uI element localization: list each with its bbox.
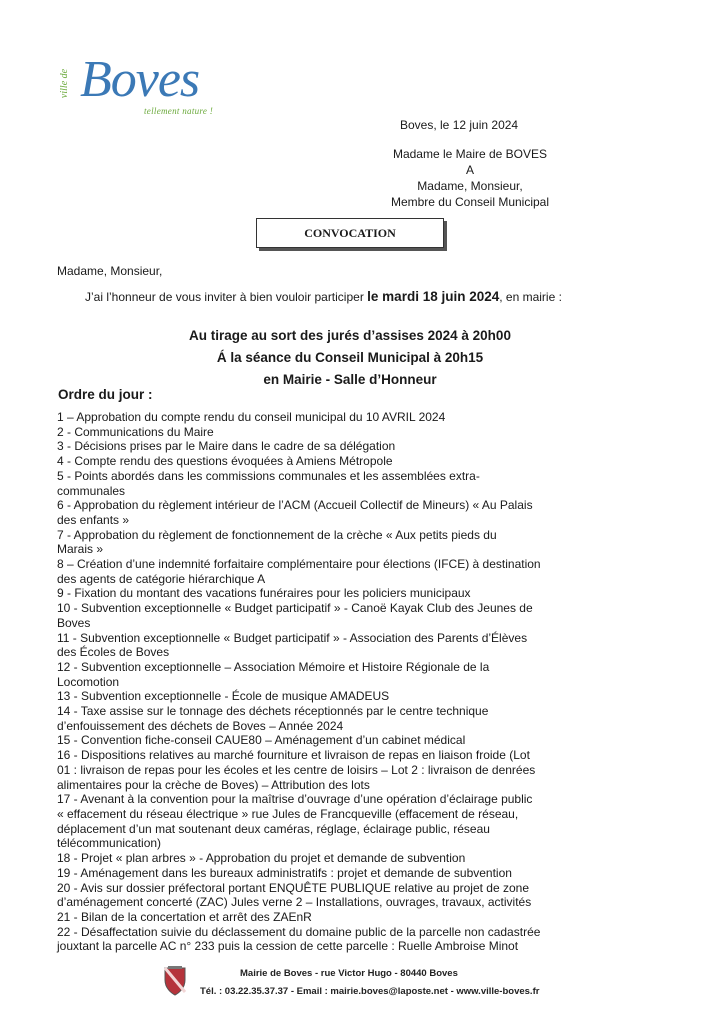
invitation-suffix: , en mairie :: [499, 290, 562, 304]
agenda-line: 12 - Subvention exceptionnelle – Association Mémoire et Histoire Régionale de la: [57, 659, 490, 674]
agenda-line: 14 - Taxe assise sur le tonnage des déchets réceptionnés par le centre technique: [57, 704, 489, 719]
agenda-line: 7 - Approbation du règlement de fonctionnement de la crèche « Aux petits pieds du: [57, 527, 497, 542]
agenda-line: 18 - Projet « plan arbres » - Approbation du projet et demande de subvention: [57, 851, 466, 866]
convocation-label: CONVOCATION: [304, 225, 396, 240]
agenda-line: Locomotion: [57, 674, 120, 689]
agenda-line: d’enfouissement des déchets de Boves – Année 2024: [57, 718, 344, 733]
agenda-line: 8 – Création d’une indemnité forfaitaire complémentaire pour élections (IFCE) à destination: [57, 557, 541, 572]
agenda-line: 22 - Désaffectation suivie du déclassement du domaine public de la parcelle non cadastrée: [57, 924, 541, 939]
agenda-line: d’aménagement concerté (ZAC) Jules verne 2 – Installations, ouvrages, travaux, activités: [57, 895, 532, 910]
agenda-line: « effacement du réseau électrique » rue Jules de Francqueville (effacement de réseau,: [57, 806, 519, 821]
salutation: Madame, Monsieur,: [57, 264, 163, 278]
agenda-line: télécommunication): [57, 836, 162, 851]
agenda-line: 16 - Dispositions relatives au marché fourniture et livraison de repas en liaison froide (Lot: [57, 748, 530, 763]
session-title: Au tirage au sort des jurés d’assises 2024 à 20h00: [189, 328, 511, 343]
agenda-line: 19 - Aménagement dans les bureaux administratifs : projet et demande de subvention: [57, 865, 512, 880]
agenda-line: Boves: [57, 615, 91, 630]
invitation-prefix: J’ai l’honneur de vous inviter à bien vouloir participer: [85, 290, 364, 304]
agenda-line: alimentaires pour la crèche de Boves) – Attribution des lots: [57, 777, 370, 792]
agenda-line: 11 - Subvention exceptionnelle « Budget participatif » - Association des Parents d’Élèves: [57, 630, 528, 645]
recipient-line: Membre du Conseil Municipal: [390, 195, 550, 209]
agenda-line: des agents de catégorie hiérarchique A: [57, 571, 266, 586]
session-title: en Mairie - Salle d’Honneur: [263, 372, 437, 387]
meeting-date: le mardi 18 juin 2024: [367, 289, 500, 304]
agenda-line: communales: [57, 483, 126, 498]
agenda-line: 17 - Avenant à la convention pour la maîtrise d’ouvrage d’une opération d’éclairage public: [57, 792, 533, 807]
agenda-line: 15 - Convention fiche-conseil CAUE80 – Aménagement d’un cabinet médical: [57, 733, 466, 748]
logo-brand-text: Boves: [80, 51, 200, 108]
session-titles: [100, 325, 600, 391]
agenda-line: 1 – Approbation du compte rendu du conseil municipal du 10 AVRIL 2024: [57, 410, 446, 424]
agenda-line: jouxtant la parcelle AC n° 233 puis la cession de cette parcelle : Ruelle Ambroise Minot: [57, 939, 519, 954]
agenda-line: 10 - Subvention exceptionnelle « Budget participatif » - Canoë Kayak Club des Jeunes de: [57, 601, 533, 616]
boves-crest-icon: [163, 966, 187, 996]
logo-ville-text: ville de: [59, 68, 71, 99]
recipient-line: Madame, Monsieur,: [417, 179, 523, 193]
footer: [200, 965, 600, 1001]
agenda-line: 21 - Bilan de la concertation et arrêt des ZAEnR: [57, 909, 312, 924]
agenda-line: 2 - Communications du Maire: [57, 424, 214, 439]
agenda-list: [57, 410, 627, 954]
agenda-heading: Ordre du jour :: [58, 387, 153, 402]
agenda-line: 01 : livraison de repas pour les écoles et les centre de loisirs – Lot 2 : livraison de denrées: [57, 762, 536, 777]
agenda-line: 20 - Avis sur dossier préfectoral portant ENQUÊTE PUBLIQUE relative au projet de zone: [57, 880, 529, 895]
agenda-line: des Écoles de Boves: [57, 645, 170, 660]
agenda-line: des enfants »: [57, 512, 130, 527]
invitation-sentence: [85, 289, 562, 304]
recipient-block: [360, 146, 580, 210]
agenda-line: 13 - Subvention exceptionnelle - École de musique AMADEUS: [57, 689, 390, 704]
letter-date: Boves, le 12 juin 2024: [400, 118, 519, 132]
recipient-line: A: [465, 163, 474, 177]
convocation-box: [256, 218, 444, 248]
session-title: Á la séance du Conseil Municipal à 20h15: [216, 350, 484, 365]
agenda-line: déplacement d’un mat soutenant deux caméras, réglage, éclairage public, réseau: [57, 821, 490, 836]
agenda-line: 9 - Fixation du montant des vacations funéraires pour les policiers municipaux: [57, 586, 471, 601]
agenda-line: 6 - Approbation du règlement intérieur de l’ACM (Accueil Collectif de Mineurs) « Au Palais: [57, 498, 533, 513]
agenda-line: Marais »: [57, 542, 104, 557]
agenda-line: 5 - Points abordés dans les commissions communales et les assemblées extra-: [57, 468, 480, 483]
recipient-line: Madame le Maire de BOVES: [392, 147, 548, 161]
footer-address: Mairie de Boves - rue Victor Hugo - 80440 Boves: [240, 968, 458, 979]
boves-logo: [59, 50, 244, 130]
agenda-line: 3 - Décisions prises par le Maire dans le cadre de sa délégation: [57, 439, 396, 454]
logo-tagline: tellement nature !: [144, 106, 214, 116]
footer-contact: Tél. : 03.22.35.37.37 - Email : mairie.boves@laposte.net - www.ville-boves.fr: [200, 986, 540, 997]
agenda-line: 4 - Compte rendu des questions évoquées à Amiens Métropole: [57, 454, 393, 469]
